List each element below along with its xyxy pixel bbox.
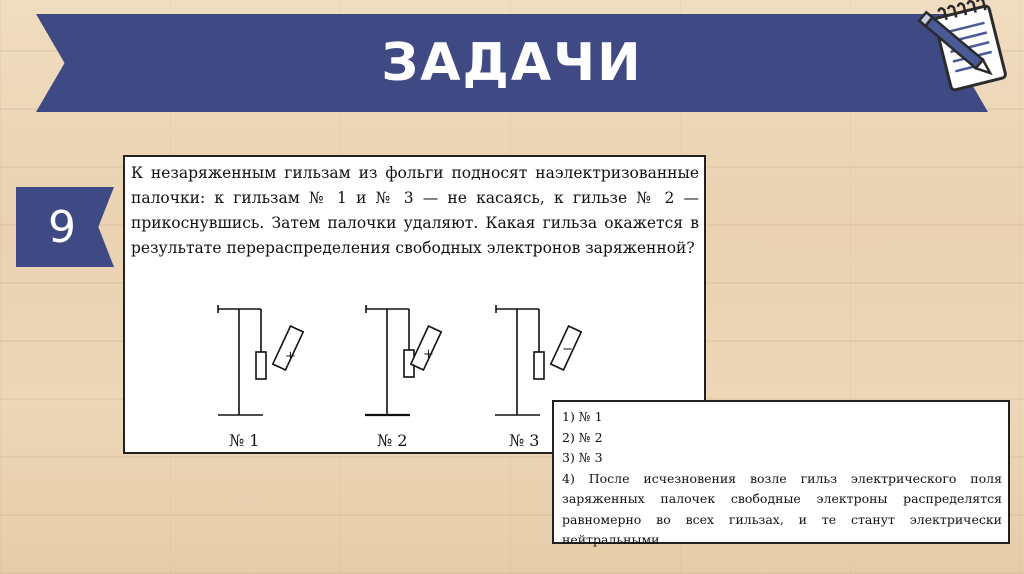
page-title: ЗАДАЧИ [381,33,643,93]
answer-option-1: 1) № 1 [562,409,603,424]
figure-label-1: № 1 [229,431,260,450]
figure-3 [495,305,581,415]
answers-box [552,400,1010,547]
rod-charge-3: − [562,342,573,357]
rod-charge-1: + [285,349,296,364]
figure-label-3: № 3 [509,431,540,450]
task-number: 9 [48,201,76,253]
answers-list [562,407,1002,551]
answer-option-2: 2) № 2 [562,429,603,445]
problem-text: К незаряженным гильзам из фольги подносят наэлектризованные палочки: к гильзам № 1 и № 3 — не касаясь, к гильзе № 2 — прикоснувшись. Затем палочки удаляют. Какая гильза окажется в результате перераспределения свободных электронов заряженной? [131,164,699,257]
rod-charge-2: + [423,347,434,362]
answer-option-3: 3) № 3 [562,450,603,465]
notepad-pencil-icon [910,0,1022,96]
figure-label-2: № 2 [377,431,408,450]
answer-option-4: 4) После исчезновения возле гильз электрического поля заряженных палочек свободные электроны распределятся равномерно во всех гильзах, и те станут электрически нейтральными [562,470,1002,547]
